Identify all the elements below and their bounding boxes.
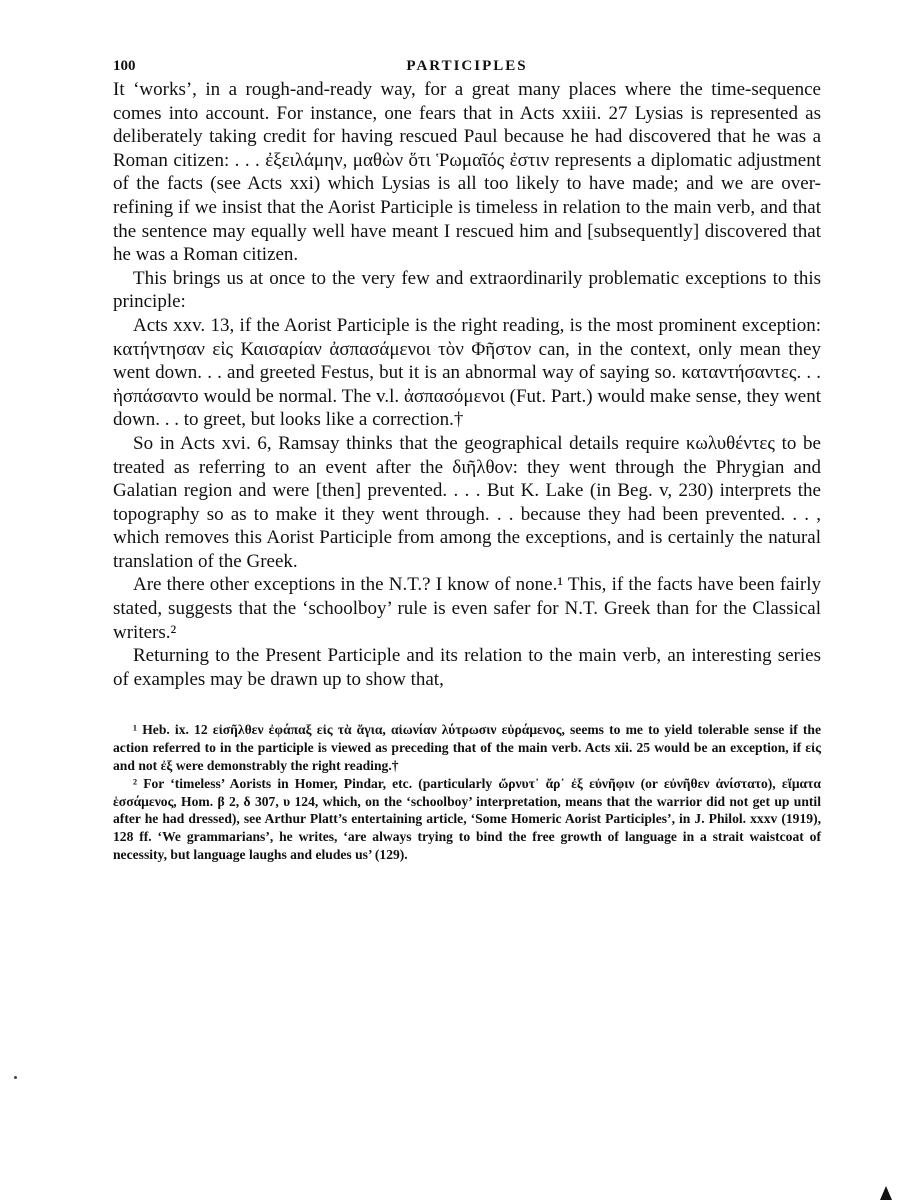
corner-arrow-icon — [880, 1186, 892, 1200]
paragraph-6: Returning to the Present Participle and its relation to the main verb, an interesting series of examples may be drawn up to show that, — [113, 645, 821, 690]
footnote-1: ¹ Heb. ix. 12 εἰσῆλθεν ἐφάπαξ εἰς τὰ ἅγια, αἰωνίαν λύτρωσιν εὑράμενος, seems to me to yield tolerable sense if the action referred to in the participle is viewed as preceding that of the main verb. Acts xii. 25 would be an exception, if εἰς and not ἐξ were demonstrably the right reading.† — [113, 722, 821, 774]
running-title: PARTICIPLES — [406, 58, 528, 74]
paragraph-2: This brings us at once to the very few and extraordinarily problematic exceptions to this principle: — [113, 267, 821, 313]
book-page — [113, 52, 821, 864]
scan-speck — [14, 1076, 17, 1079]
paragraph-4: So in Acts xvi. 6, Ramsay thinks that the geographical details require κωλυθέντες to be treated as referring to an event after the διῆλθον: they went through the Phrygian and Galatian region and were [then] prevented. . . . But K. Lake (in Beg. v, 230) interprets the topography so as to make it they went through. . . because they had been prevented. . . , which removes this Aorist Participle from among the exceptions, and is certainly the natural translation of the Greek. — [113, 432, 821, 572]
paragraph-3: Acts xxv. 13, if the Aorist Participle is the right reading, is the most prominent exception: κατήντησαν εἰς Καισαρίαν ἀσπασάμενοι τὸν Φῆστον can, in the context, only mean they went down. . . and greeted Festus, but it is an abnormal way of saying so. καταντήσαντες. . . ἠσπάσαντο would be normal. The v.l. ἀσπασόμενοι (Fut. Part.) would make sense, they went down. . . to greet, but looks like a correction.† — [113, 314, 821, 431]
paragraph-5: Are there other exceptions in the N.T.? I know of none.¹ This, if the facts have been fairly stated, suggests that the ‘schoolboy’ rule is even safer for N.T. Greek than for the Classical writers.² — [113, 574, 821, 643]
footnotes — [113, 721, 821, 863]
paragraph-1: It ‘works’, in a rough-and-ready way, for a great many places where the time-sequence comes into account. For instance, one fears that in Acts xxiii. 27 Lysias is represented as deliberately taking credit for having rescued Paul because he had discovered that he was a Roman citizen: . . . ἐξειλάμην, μαθὼν ὅτι Ῥωμαῖός ἐστιν represents a diplomatic adjustment of the facts (see Acts xxi) which Lysias is all too likely to have made; and we are over-refining if we insist that the Aorist Participle is timeless in relation to the main verb, and that the sentence may equally well have meant I rescued him and [subsequently] discovered that he was a Roman citizen. — [113, 79, 821, 266]
footnote-2: ² For ‘timeless’ Aorists in Homer, Pindar, etc. (particularly ὤρνυτ᾽ ἄρ᾽ ἐξ εὐνῆφιν (or εὐνῆθεν ἀνίστατο), εἵματα ἑσσάμενος, Hom. β 2, δ 307, υ 124, which, on the ‘schoolboy’ interpretation, means that the warrior did not get up until after he had dressed), see Arthur Platt’s entertaining article, ‘Some Homeric Aorist Participles’, in J. Philol. xxxv (1919), 128 ff. ‘We grammarians’, he writes, ‘are always trying to bind the free growth of language in a strait waistcoat of necessity, but language laughs and eludes us’ (129). — [113, 775, 821, 863]
page-number: 100 — [113, 58, 136, 74]
running-head — [113, 52, 821, 78]
main-text — [113, 78, 821, 691]
